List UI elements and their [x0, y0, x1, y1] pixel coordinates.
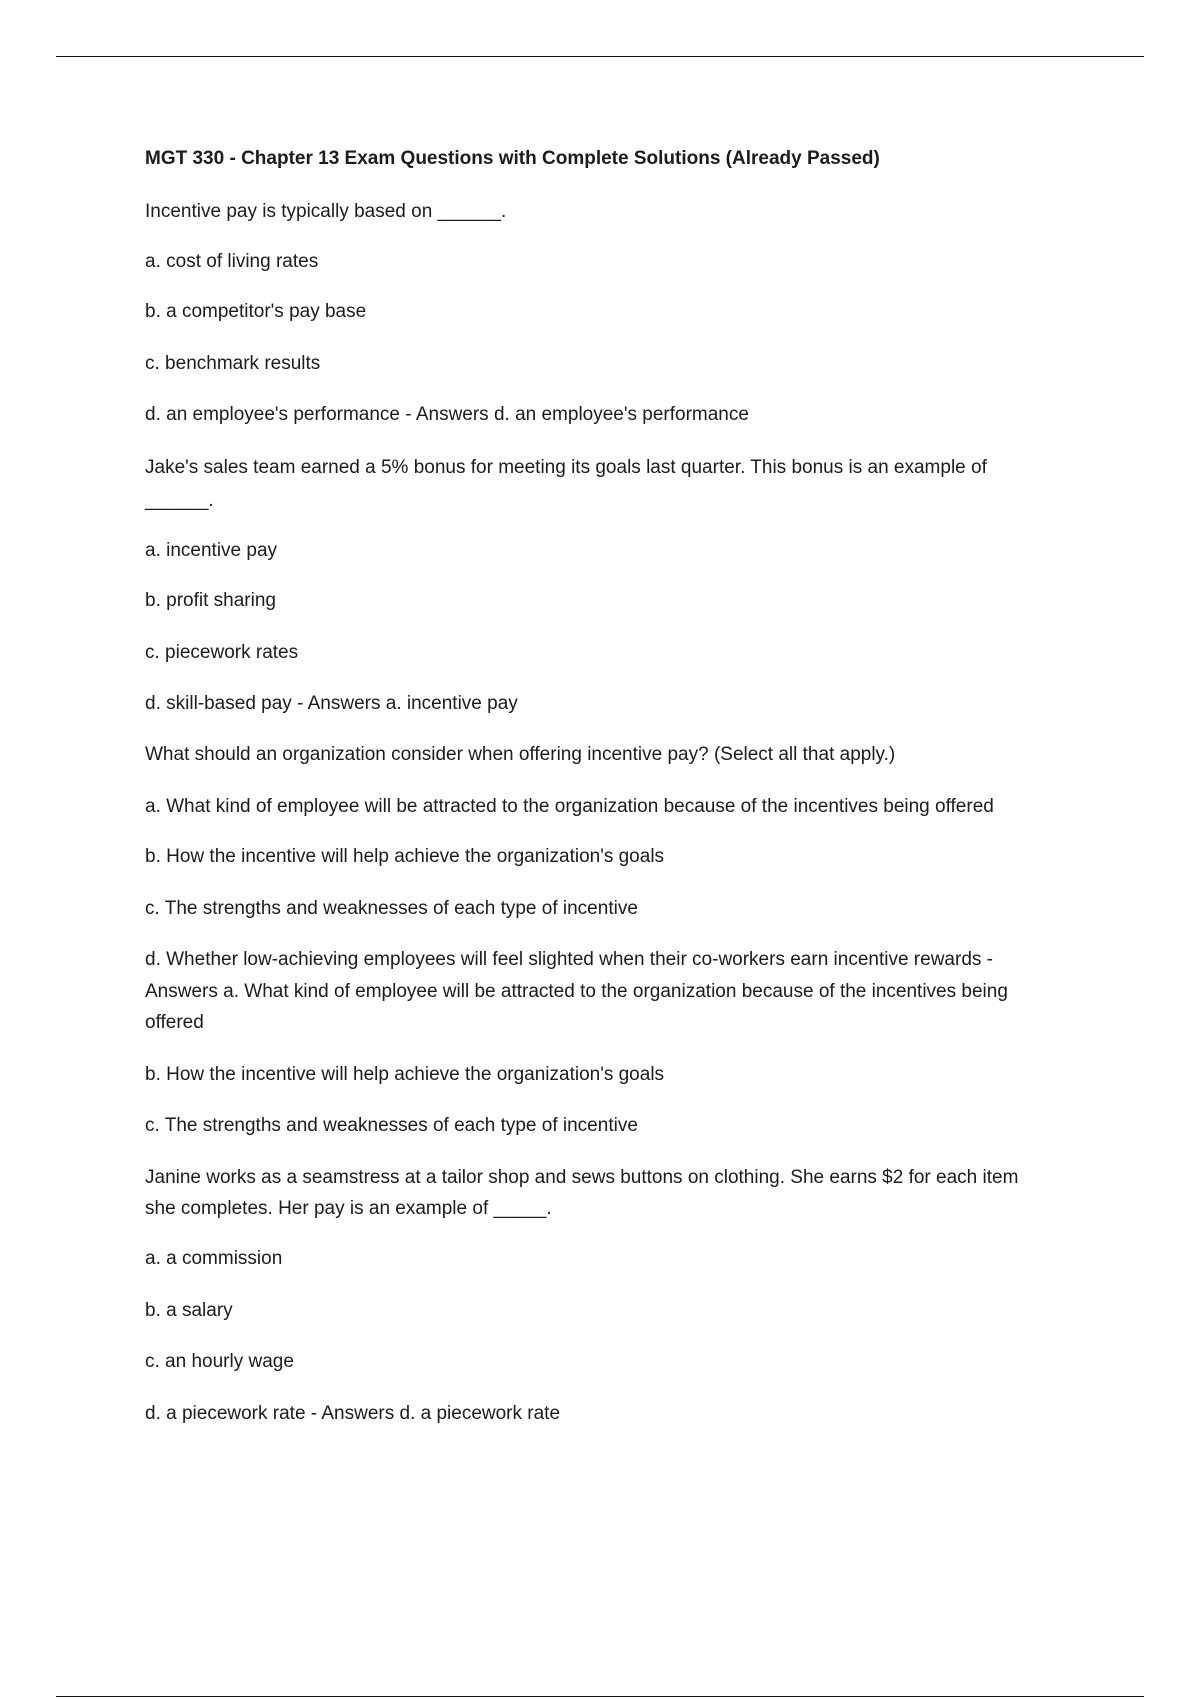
q2-stem-line1: Jake's sales team earned a 5% bonus for meeting its goals last quarter. This bonus is an example of	[145, 457, 987, 478]
q4-option-a: a. a commission	[145, 1248, 283, 1269]
q3-option-d-line1: d. Whether low-achieving employees will feel slighted when their co-workers earn incentive rewards -	[145, 949, 993, 970]
q3-answer-line2: Answers a. What kind of employee will be attracted to the organization because of the incentives being	[145, 981, 1008, 1002]
q3-answer-b: b. How the incentive will help achieve the organization's goals	[145, 1064, 665, 1085]
q1-option-b: b. a competitor's pay base	[145, 301, 367, 322]
q4-stem-line2: she completes. Her pay is an example of _____.	[145, 1198, 552, 1219]
q4-stem-line1: Janine works as a seamstress at a tailor shop and sews buttons on clothing. She earns $2 for each item	[145, 1167, 1019, 1188]
q4-option-b: b. a salary	[145, 1300, 233, 1321]
top-rule	[56, 56, 1144, 57]
q4-option-c: c. an hourly wage	[145, 1351, 294, 1372]
q3-option-c: c. The strengths and weaknesses of each type of incentive	[145, 898, 638, 919]
q1-stem: Incentive pay is typically based on ______.	[145, 201, 507, 222]
q4-option-d-answer: d. a piecework rate - Answers d. a piecework rate	[145, 1403, 561, 1424]
q1-option-a: a. cost of living rates	[145, 251, 319, 272]
document-title: MGT 330 - Chapter 13 Exam Questions with Complete Solutions (Already Passed)	[145, 148, 880, 169]
q3-answer-c: c. The strengths and weaknesses of each type of incentive	[145, 1115, 638, 1136]
q1-option-c: c. benchmark results	[145, 353, 321, 374]
q1-option-d-answer: d. an employee's performance - Answers d. an employee's performance	[145, 404, 749, 425]
q3-answer-line3: offered	[145, 1012, 204, 1033]
q3-option-a: a. What kind of employee will be attracted to the organization because of the incentives being offered	[145, 796, 994, 817]
q3-stem: What should an organization consider when offering incentive pay? (Select all that apply.)	[145, 744, 896, 765]
q2-option-c: c. piecework rates	[145, 642, 299, 663]
q2-option-d-answer: d. skill-based pay - Answers a. incentive pay	[145, 693, 518, 714]
bottom-rule	[56, 1696, 1144, 1697]
q2-stem-line2: ______.	[145, 490, 214, 511]
q3-option-b: b. How the incentive will help achieve the organization's goals	[145, 846, 665, 867]
q2-option-b: b. profit sharing	[145, 590, 276, 611]
q2-option-a: a. incentive pay	[145, 540, 278, 561]
